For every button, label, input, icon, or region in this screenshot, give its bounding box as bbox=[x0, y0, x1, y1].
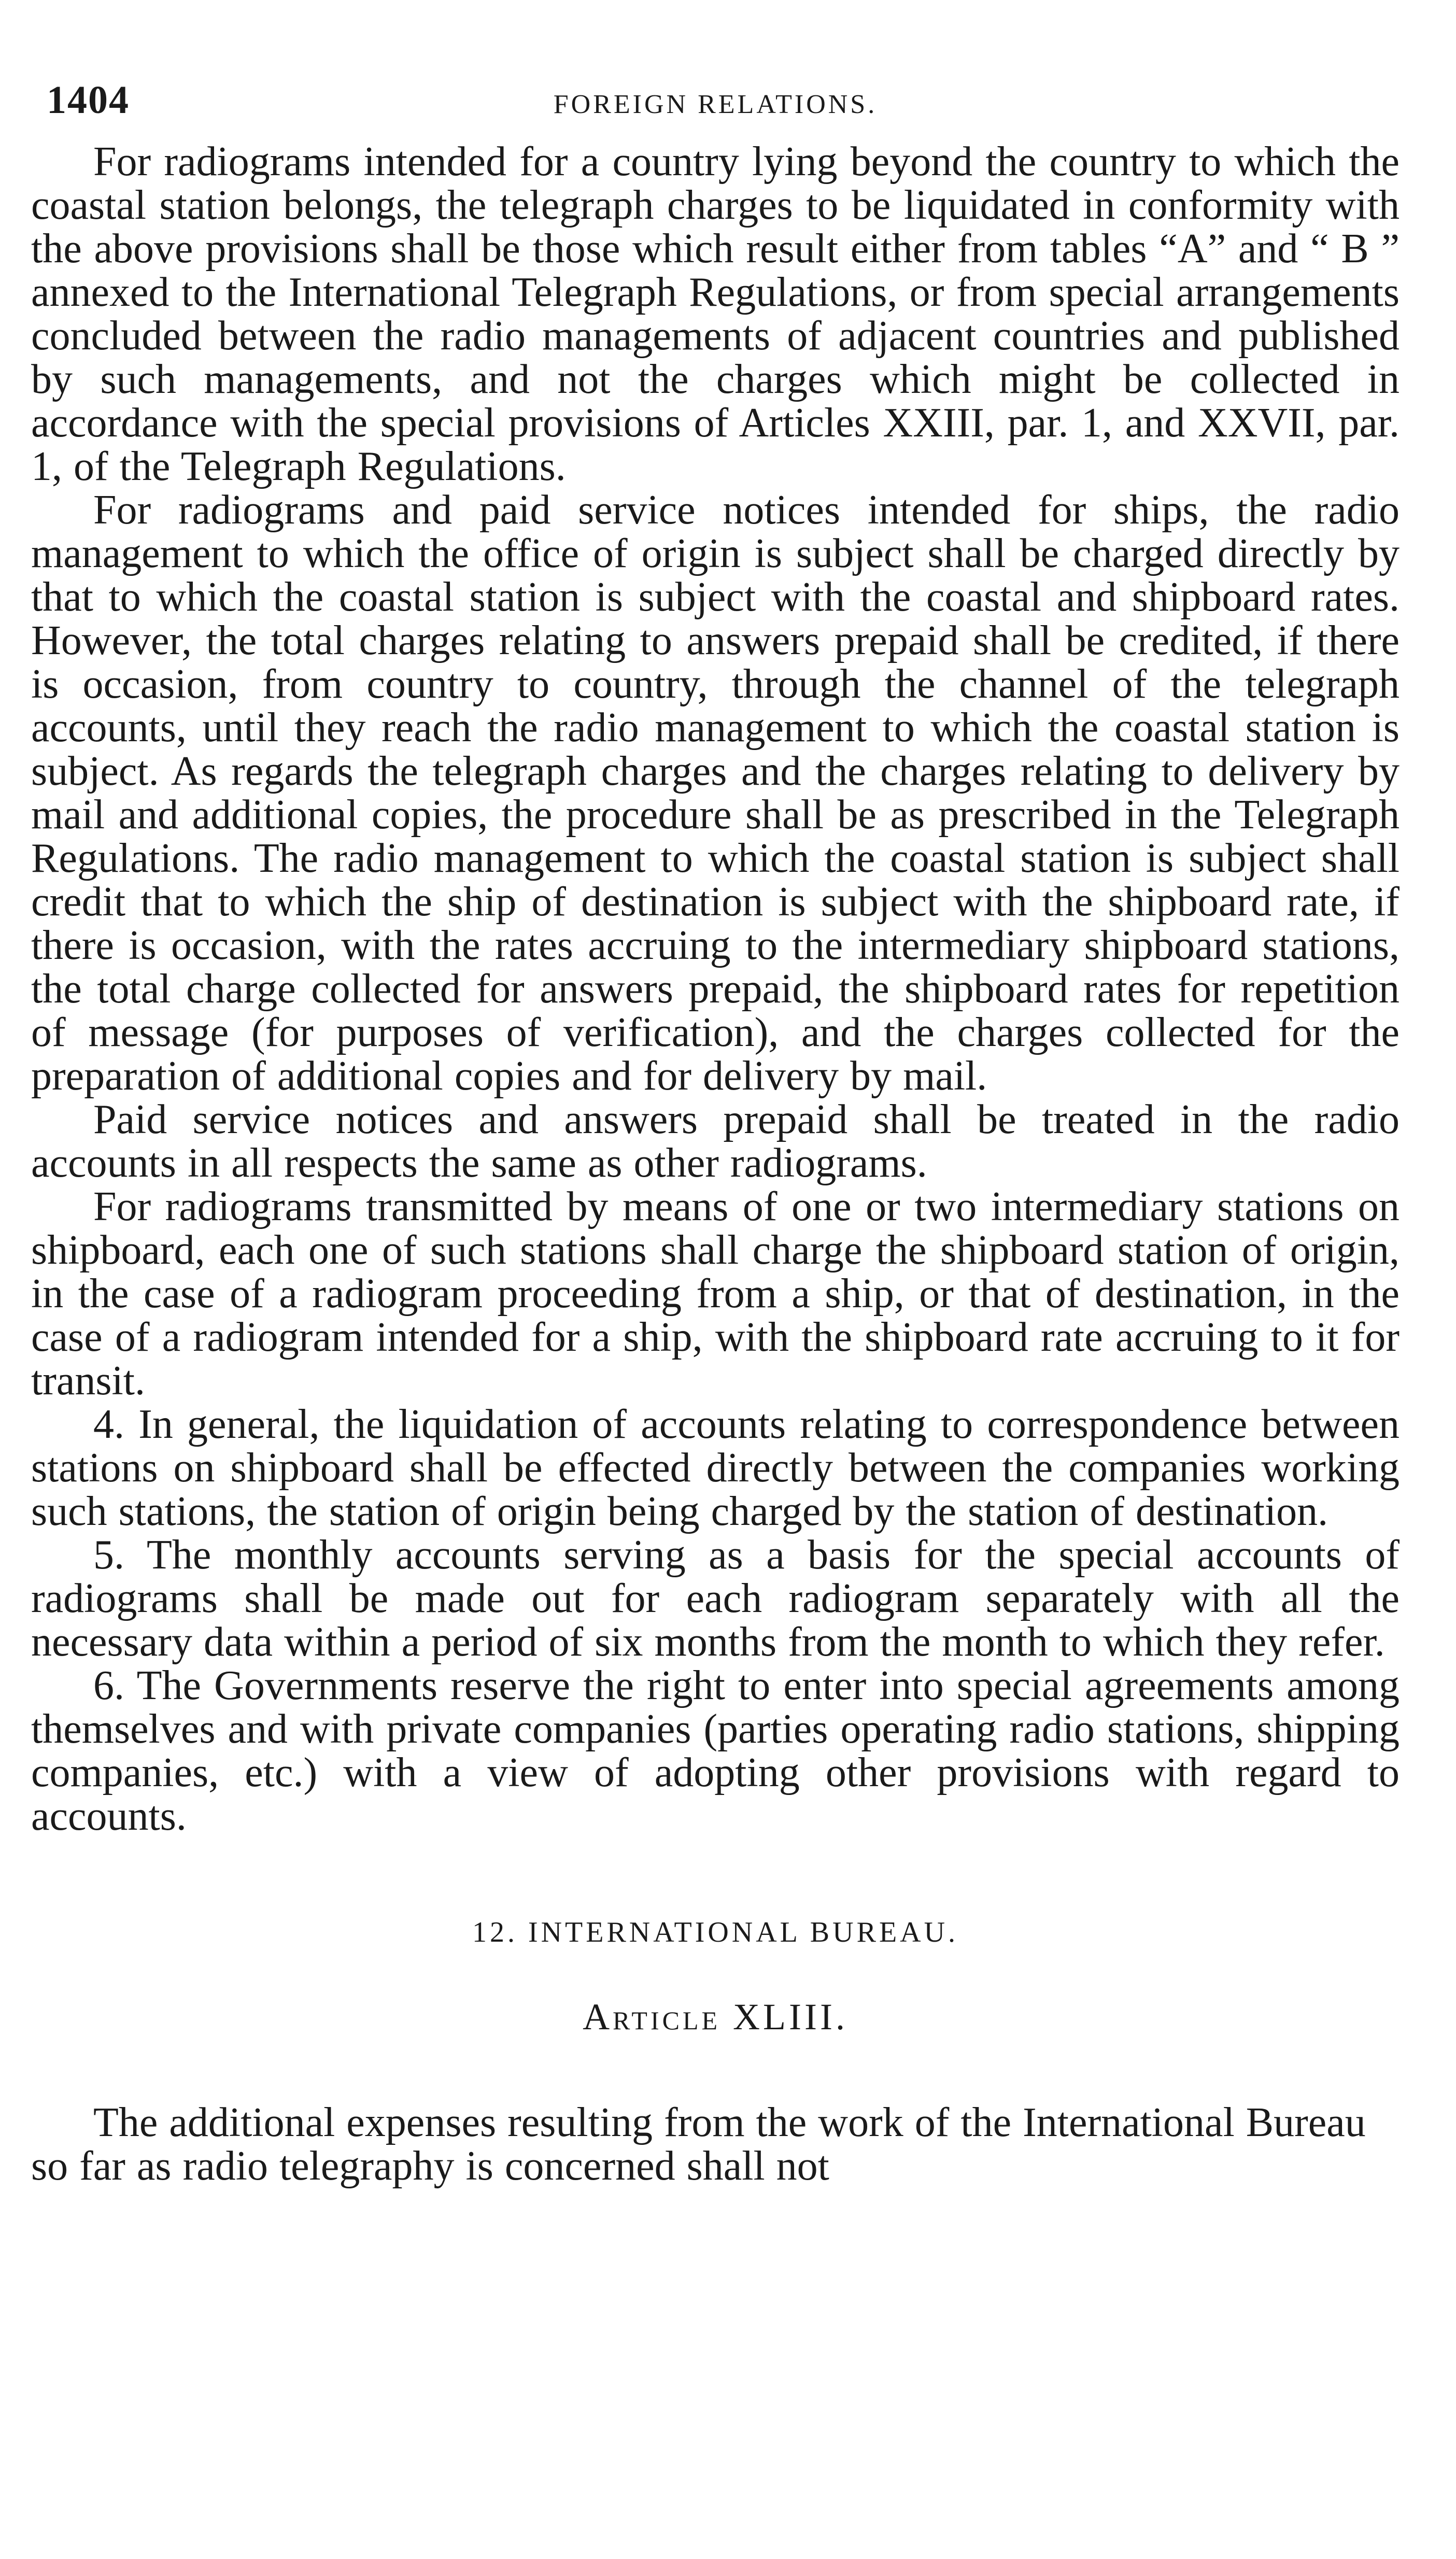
article-heading-text: Article XLIII. bbox=[583, 1996, 848, 2038]
paragraph: The additional expenses resulting from the work of the International Bureau so far as radio telegraphy is concerned shall not bbox=[31, 2100, 1366, 2189]
paragraph: 4. In general, the liquidation of accounts relating to correspondence between stations on shipboard shall be effected directly between the companies working such stations, the station of origin being charged by the station of destination. bbox=[31, 1402, 1400, 1534]
running-header bbox=[31, 78, 1400, 140]
paragraph: For radiograms intended for a country lying beyond the country to which the coastal station belongs, the telegraph charges to be liquidated in conformity with the above provisions shall be those which result either from tables “A” and “ B ” annexed to the International Telegraph Regulations, or from special arrangements concluded between the radio managements of adjacent countries and published by such managements, and not the charges which might be collected in accordance with the special provisions of Articles XXIII, par. 1, and XXVII, par. 1, of the Telegraph Regulations. bbox=[31, 139, 1400, 489]
paragraph: 6. The Governments reserve the right to enter into special agreements among themselves and with private companies (parties operating radio stations, shipping companies, etc.) with a view of adopting other provisions with regard to accounts. bbox=[31, 1663, 1400, 1839]
section-heading: 12. INTERNATIONAL BUREAU. bbox=[472, 1916, 959, 1948]
paragraph: 5. The monthly accounts serving as a basis for the special accounts of radiograms shall be made out for each radiogram separately with all the necessary data within a period of six months from the month to which they refer. bbox=[31, 1532, 1400, 1665]
document-page bbox=[31, 78, 1400, 2188]
paragraph: For radiograms transmitted by means of one or two intermediary stations on shipboard, each one of such stations shall charge the shipboard station of origin, in the case of a radiogram proceeding from a ship, or that of destination, in the case of a radiogram intended for a ship, with the shipboard rate accruing to it for transit. bbox=[31, 1184, 1400, 1404]
paragraph: Paid service notices and answers prepaid shall be treated in the radio accounts in all respects the same as other radiograms. bbox=[31, 1097, 1400, 1186]
page-number: 1404 bbox=[47, 78, 130, 122]
running-title: FOREIGN RELATIONS. bbox=[553, 90, 878, 119]
paragraph: For radiograms and paid service notices intended for ships, the radio management to which the office of origin is subject shall be charged directly by that to which the coastal station is subject with the coastal and shipboard rates. However, the total charges relating to answers prepaid shall be credited, if there is occasion, from country to country, through the channel of the telegraph accounts, until they reach the radio management to which the coastal station is subject. As regards the telegraph charges and the charges relating to delivery by mail and additional copies, the procedure shall be as prescribed in the Telegraph Regulations. The radio management to which the coastal station is subject shall credit that to which the ship of destination is subject with the shipboard rate, if there is occasion, with the rates accruing to the intermediary shipboard stations, the total charge collected for answers prepaid, the shipboard rates for repetition of message (for purposes of verification), and the charges collected for the preparation of additional copies and for delivery by mail. bbox=[31, 487, 1400, 1099]
article-heading bbox=[31, 1996, 1400, 2039]
article-body bbox=[31, 2101, 1400, 2188]
body-text bbox=[31, 140, 1400, 1838]
